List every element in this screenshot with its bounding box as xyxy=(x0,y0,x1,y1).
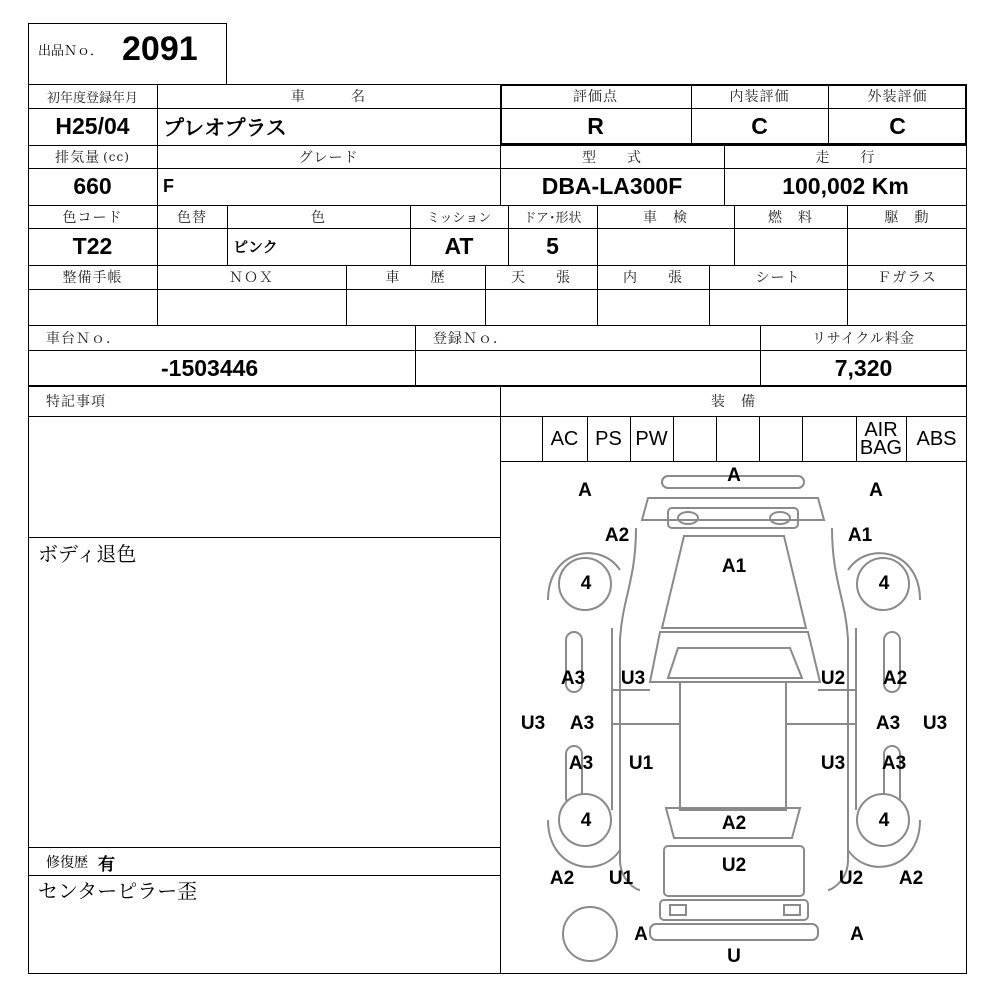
grade-header: グレード xyxy=(298,149,359,166)
car-history-header: 車 歴 xyxy=(385,270,446,286)
model-header: 型 式 xyxy=(582,149,642,166)
mark-right-quarter-b: A2 xyxy=(898,868,924,889)
mark-left-front-fender: A2 xyxy=(604,525,630,546)
displacement-header xyxy=(28,145,157,168)
mark-left-front-tire: 4 xyxy=(580,573,592,594)
inspection-value xyxy=(597,228,734,265)
color-value: ピンク xyxy=(233,239,278,256)
mark-roof-rear: A2 xyxy=(721,813,747,834)
special-notes-header: 特記事項 xyxy=(46,394,106,410)
mark-left-center: A3 xyxy=(569,713,595,734)
seat-header: シート xyxy=(755,270,801,286)
drive-value xyxy=(847,228,967,265)
mark-right-front-door-a: U2 xyxy=(820,668,846,689)
mission-header: ミッション xyxy=(426,211,492,226)
inspection-header: 車 検 xyxy=(643,209,688,226)
drive-header: 駆 動 xyxy=(884,209,930,226)
registration-no-header: 登録Ｎｏ． xyxy=(433,330,508,347)
mark-right-rear-door-a: U3 xyxy=(820,753,846,774)
car-name-value: プレオプラス xyxy=(163,116,287,140)
first-registration-value: H25/04 xyxy=(55,113,130,139)
roof-lining-header: 天 張 xyxy=(511,270,571,286)
mark-left-front-door-b: U3 xyxy=(620,668,646,689)
displacement-value: 660 xyxy=(73,173,112,199)
displacement-unit: (cc) xyxy=(103,149,130,164)
mark-right-front-door-b: A2 xyxy=(882,668,908,689)
color-change-header: 色替 xyxy=(177,209,207,226)
model-value: DBA-LA300F xyxy=(541,173,683,199)
equipment-slot-5 xyxy=(673,416,716,461)
front-glass-header: Ｆガラス xyxy=(877,270,937,286)
mark-left-rear-tire: 4 xyxy=(580,810,592,831)
repair-history-header: 修復歴 xyxy=(46,855,88,871)
mark-right-quarter-a: U2 xyxy=(838,868,864,889)
mark-left-sill: U3 xyxy=(520,713,546,734)
mark-right-rear-tire: 4 xyxy=(878,810,890,831)
first-registration-header: 初年度登録年月 xyxy=(46,90,138,106)
equipment-ac: AC xyxy=(550,427,579,450)
mark-left-front-door-a: A3 xyxy=(560,668,586,689)
mark-right-center: A3 xyxy=(875,713,901,734)
grade-value: F xyxy=(163,176,174,196)
equipment-abs: ABS xyxy=(916,427,957,450)
displacement-header-label: 排気量 xyxy=(55,149,101,166)
color-code-value: T22 xyxy=(72,233,113,259)
recycle-fee-value: 7,320 xyxy=(834,354,893,381)
mission-value: AT xyxy=(444,233,474,259)
maintenance-book-header: 整備手帳 xyxy=(62,270,123,286)
color-change-value xyxy=(157,228,227,265)
lot-number-label: 出品Ｎｏ． xyxy=(38,44,104,59)
exterior-grade-value: C xyxy=(889,113,906,139)
nox-header: ＮＯＸ xyxy=(229,270,274,286)
registration-no-value xyxy=(415,350,760,386)
mark-right-rear-door-b: A3 xyxy=(881,753,907,774)
car-name-header: 車 名 xyxy=(291,89,366,105)
lot-number: 2091 xyxy=(122,30,198,68)
color-header: 色 xyxy=(311,209,326,226)
mark-hood: A1 xyxy=(721,556,747,577)
recycle-fee-header: リサイクル料金 xyxy=(811,330,916,347)
score-header: 評価点 xyxy=(573,89,618,105)
mark-right-front-fender: A1 xyxy=(847,525,873,546)
equipment-slot-7 xyxy=(759,416,802,461)
mark-left-rear-door-b: U1 xyxy=(628,753,654,774)
interior-grade-header: 内装評価 xyxy=(729,89,790,105)
fuel-header: 燃 料 xyxy=(768,209,813,226)
mark-left-quarter-a: A2 xyxy=(549,868,575,889)
fuel-value xyxy=(734,228,847,265)
mileage-header: 走 行 xyxy=(815,149,876,166)
equipment-header: 装 備 xyxy=(711,394,756,410)
mark-right-sill: U3 xyxy=(922,713,948,734)
mark-front-left-corner: A xyxy=(578,480,592,501)
chassis-no-value: -1503446 xyxy=(161,354,259,381)
equipment-pw: PW xyxy=(635,427,668,450)
mark-trunk: U2 xyxy=(721,855,747,876)
repair-history-row xyxy=(46,849,115,875)
color-code-header: 色コード xyxy=(62,209,123,226)
door-shape-header: ドア･形状 xyxy=(523,211,582,226)
equipment-ps: PS xyxy=(595,427,622,450)
score-value: R xyxy=(587,113,604,139)
interior-trim-header: 内 張 xyxy=(623,270,683,286)
mark-left-rear-door-a: A3 xyxy=(568,753,594,774)
door-shape-value: 5 xyxy=(546,233,559,259)
chassis-no-header: 車台Ｎｏ． xyxy=(46,330,121,347)
equipment-slot-6 xyxy=(716,416,759,461)
interior-grade-value: C xyxy=(751,113,768,139)
exterior-grade-header: 外装評価 xyxy=(867,89,928,105)
mark-right-front-tire: 4 xyxy=(878,573,890,594)
mark-front-bumper: A xyxy=(727,465,741,486)
mileage-value: 100,002 Km xyxy=(782,173,909,199)
repair-history-flag: 有 xyxy=(98,854,115,875)
special-notes-text: ボディ退色 xyxy=(38,542,137,566)
mark-front-right-corner: A xyxy=(869,480,883,501)
equipment-airbag: AIR BAG xyxy=(859,418,903,459)
equipment-slot-8 xyxy=(802,416,856,461)
equipment-slot-1 xyxy=(500,416,542,461)
mark-rear-right: A xyxy=(850,924,864,945)
repair-history-text: センターピラー歪 xyxy=(38,879,198,903)
mark-rear-bumper: U xyxy=(727,946,741,967)
mark-left-quarter-b: U1 xyxy=(608,868,634,889)
mark-rear-left: A xyxy=(634,924,648,945)
